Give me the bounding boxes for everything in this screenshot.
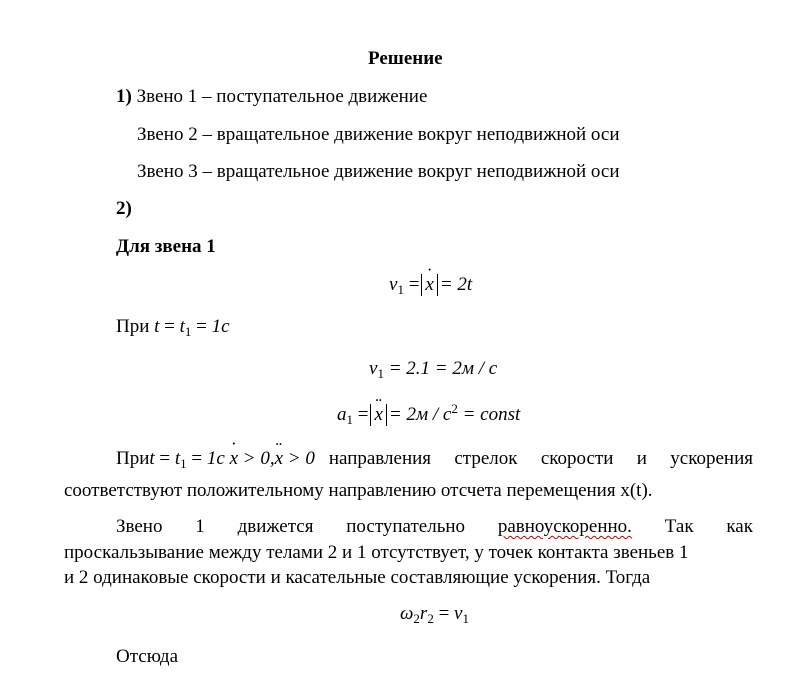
cond-t: 1c [206,448,225,469]
page-title: Решение [368,48,443,69]
paragraph-line3: и 2 одинаковые скорости и касательные составляющие ускорения. Тогда [64,567,651,588]
section1-line2: Звено 2 – вращательное движение вокруг неподвижной оси [137,124,620,145]
section2-number: 2) [116,198,132,219]
formula-a1-accel: $a_1 = x$ ¨ = $2м / c^2$ = const [337,404,520,426]
cond-ineq2: > 0 [287,448,315,469]
formula-omega: $\omega_2r_2 = v_1$ [400,603,469,626]
a1-tail: = 2м / c [388,404,452,425]
line-pri-t [116,316,230,338]
cond-ineq: > 0, [242,448,275,469]
direction-tail: направления стрелок скорости и ускорения [328,448,753,469]
direction-line2: соответствуют положительному направлению отсчета перемещения x(t). [64,480,653,501]
formula-t-value: $t = t_1 = 1c$ [154,316,230,339]
word-postupatelno: поступательно [346,516,466,537]
word-dvizhetsya: движется [237,516,314,537]
word-tak: Так [664,516,694,537]
a1-const: = const [462,404,521,425]
section1-line3: Звено 3 – вращательное движение вокруг неподвижной оси [137,161,620,182]
pri2-label: При [116,448,150,469]
otsyuda: Отсюда [116,646,179,667]
formula-condition: $t = t_1 = 1c$ x ˙ > 0,x ¨ > 0 [149,448,314,470]
section1-number: 1) [116,86,132,107]
formula-v1-numeric: $v_1 = 2.1 = 2м / c$ [369,358,498,381]
word-zveno: Звено [116,516,163,537]
word-kak: как [726,516,753,537]
section1-line1 [116,86,427,108]
v1-numeric-rhs: = 2.1 = 2м / c [388,358,498,379]
pri-label: При [116,316,150,337]
formula-v1-rhs: = 2t [439,274,473,295]
section1-text1: Звено 1 – поступательное движение [136,86,428,107]
word-1: 1 [195,516,205,537]
section2-heading: Для звена 1 [116,236,216,257]
formula-v1-speed: $v_1 = x$ ˙ = 2t [389,274,472,296]
word-ravnouskorenno: равноускоренно. [497,516,632,537]
t-value: 1c [211,316,230,337]
line-pri-condition [116,448,753,470]
paragraph-line1 [116,516,753,538]
paragraph-line2: проскальзывание между телами 2 и 1 отсутствует, у точек контакта звеньев 1 [64,542,689,563]
